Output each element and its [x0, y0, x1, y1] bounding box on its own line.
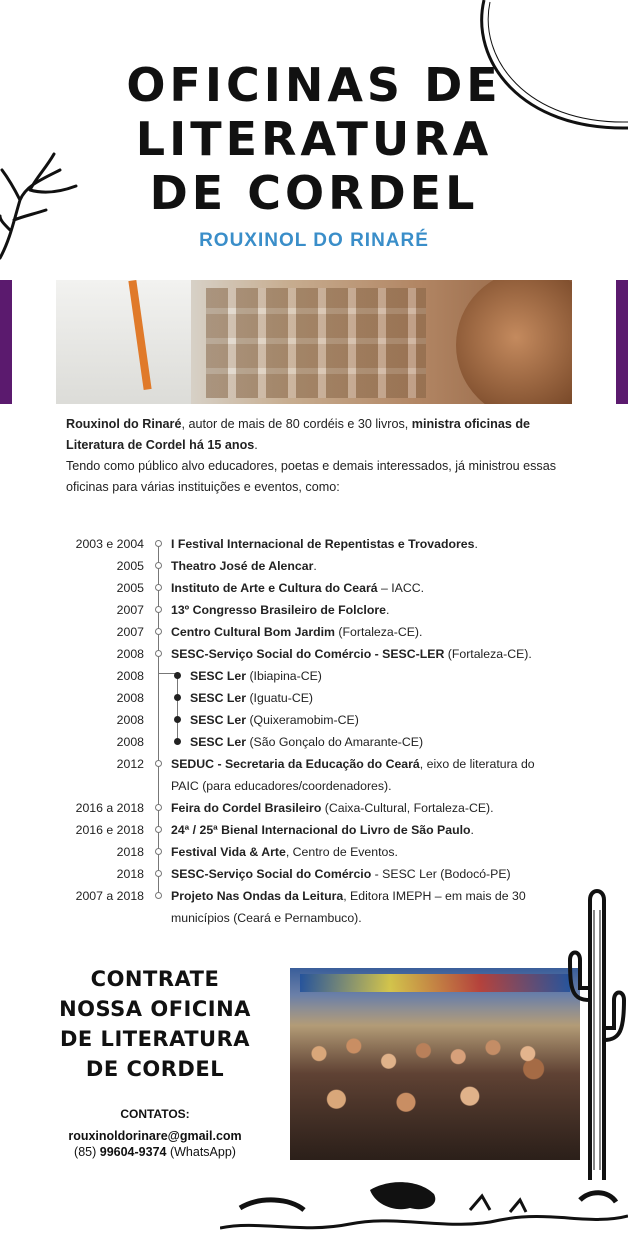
- title-line-2: LITERATURA: [135, 112, 493, 166]
- timeline-event-name: SESC Ler: [190, 713, 247, 727]
- contract-line-3: DE LITERATURA: [59, 1027, 251, 1051]
- purple-bar-left: [0, 280, 12, 404]
- contract-line-1: CONTRATE: [90, 967, 220, 991]
- cactus-drawing: [560, 880, 628, 1180]
- timeline-bullet-icon: [155, 826, 162, 833]
- timeline-event: [190, 665, 590, 687]
- intro-bold-text: ministra oficinas de Literatura de Cordel há 15 anos: [66, 417, 531, 452]
- timeline-event-continuation: PAIC (para educadores/coordenadores).: [171, 779, 392, 793]
- timeline-bullet-icon: [155, 584, 162, 591]
- timeline-bullet-icon: [174, 694, 181, 701]
- timeline-event-name: Feira do Cordel Brasileiro: [171, 801, 322, 815]
- ground-drawing: [220, 1150, 628, 1240]
- intro-paragraph-2: Tendo como público alvo educadores, poetas e demais interessados, já ministrou essas oficinas para várias instituições e eventos, como:: [66, 459, 557, 494]
- timeline-event: [171, 819, 571, 841]
- timeline-year: 2005: [116, 559, 144, 573]
- timeline-event-detail: (Fortaleza-CE).: [334, 625, 423, 639]
- intro-author-name: Rouxinol do Rinaré: [66, 417, 182, 431]
- contract-line-4: DE CORDEL: [85, 1057, 225, 1081]
- intro-end-text: .: [254, 438, 258, 452]
- timeline-year: 2007: [116, 603, 144, 617]
- timeline-event-detail: (Iguatu-CE): [246, 691, 314, 705]
- timeline-year: 2008: [116, 691, 144, 705]
- timeline-event: [190, 687, 590, 709]
- timeline-event-name: SESC Ler: [190, 691, 247, 705]
- timeline-bullet-icon: [174, 672, 181, 679]
- timeline-event-name: 24ª / 25ª Bienal Internacional do Livro de São Paulo: [171, 823, 471, 837]
- timeline-event: [171, 599, 571, 621]
- title-line-1: OFICINAS DE: [126, 58, 502, 112]
- timeline-event: [190, 731, 590, 753]
- author-name: ROUXINOL DO RINARÉ: [199, 230, 429, 251]
- timeline-year: 2005: [116, 581, 144, 595]
- timeline-event: [171, 863, 571, 885]
- timeline-year: 2003 e 2004: [75, 537, 144, 551]
- timeline-event-name: SESC-Serviço Social do Comércio: [171, 867, 372, 881]
- timeline-bullet-icon: [174, 716, 181, 723]
- phone-digits: 99604-9374: [99, 1145, 167, 1159]
- timeline-event-detail: (São Gonçalo do Amarante-CE): [246, 735, 424, 749]
- timeline-bullet-icon: [155, 892, 162, 899]
- timeline-event-detail: .: [385, 603, 390, 617]
- timeline-bullet-icon: [155, 870, 162, 877]
- timeline-event: [171, 885, 571, 929]
- page-title: [0, 58, 628, 220]
- timeline-year: 2008: [116, 669, 144, 683]
- event-photo: [290, 968, 580, 1160]
- timeline-event-name: I Festival Internacional de Repentistas e Trovadores: [171, 537, 475, 551]
- timeline-event: [190, 709, 590, 731]
- timeline-bullet-icon: [155, 628, 162, 635]
- timeline-event: [171, 533, 571, 555]
- contract-heading: [40, 964, 270, 1084]
- contacts-label: CONTATOS:: [120, 1107, 190, 1121]
- timeline-event-detail: (Ibiapina-CE): [246, 669, 322, 683]
- timeline-event-detail: , Editora IMEPH – em mais de 30: [343, 889, 526, 903]
- timeline-event: [171, 841, 571, 863]
- purple-bar-right: [616, 280, 628, 404]
- timeline-event: [171, 753, 571, 797]
- timeline-event-detail: - SESC Ler (Bodocó-PE): [371, 867, 511, 881]
- timeline-event-detail: , eixo de literatura do: [419, 757, 535, 771]
- timeline-line: [158, 541, 159, 895]
- timeline-bullet-icon: [155, 540, 162, 547]
- intro-paragraph-1: [66, 414, 562, 456]
- timeline-event-detail: (Fortaleza-CE).: [444, 647, 532, 661]
- timeline-event-name: Festival Vida & Arte: [171, 845, 286, 859]
- timeline-bullet-icon: [155, 650, 162, 657]
- timeline-year: 2018: [116, 845, 144, 859]
- timeline-bullet-icon: [155, 848, 162, 855]
- timeline-event-detail: (Quixeramobim-CE): [246, 713, 359, 727]
- timeline-year: 2007 a 2018: [75, 889, 144, 903]
- timeline-event-detail: .: [474, 537, 478, 551]
- timeline-event-detail: .: [470, 823, 474, 837]
- phone-suffix: (WhatsApp): [166, 1145, 236, 1159]
- timeline-event-detail: – IACC.: [377, 581, 425, 595]
- timeline-event-name: SESC Ler: [190, 669, 247, 683]
- timeline-year: 2007: [116, 625, 144, 639]
- timeline-event-name: SESC-Serviço Social do Comércio - SESC-LER: [171, 647, 445, 661]
- timeline-event: [171, 555, 571, 577]
- timeline-event-name: Centro Cultural Bom Jardim: [171, 625, 335, 639]
- timeline-bullet-icon: [155, 760, 162, 767]
- timeline-event-name: Projeto Nas Ondas da Leitura: [171, 889, 344, 903]
- timeline-sub-line: [177, 672, 178, 742]
- timeline-year: 2008: [116, 713, 144, 727]
- timeline-year: 2012: [116, 757, 144, 771]
- contract-line-2: NOSSA OFICINA: [59, 997, 251, 1021]
- timeline-event-detail: (Caixa-Cultural, Fortaleza-CE).: [321, 801, 494, 815]
- intro-text: [66, 414, 562, 498]
- timeline-year: 2018: [116, 867, 144, 881]
- timeline-event: [171, 621, 571, 643]
- email-link[interactable]: rouxinoldorinare@gmail.com: [68, 1129, 242, 1143]
- intro-mid-text: , autor de mais de 80 cordéis e 30 livros,: [181, 417, 412, 431]
- timeline-year: 2008: [116, 735, 144, 749]
- timeline-event: [171, 797, 571, 819]
- timeline-bullet-icon: [174, 738, 181, 745]
- timeline-bullet-icon: [155, 562, 162, 569]
- timeline-bullet-icon: [155, 606, 162, 613]
- timeline-event-name: 13º Congresso Brasileiro de Folclore: [171, 603, 386, 617]
- timeline-event-name: Theatro José de Alencar: [171, 559, 314, 573]
- phone-prefix: (85): [74, 1145, 100, 1159]
- timeline-event-detail: , Centro de Eventos.: [285, 845, 398, 859]
- timeline-event-name: SESC Ler: [190, 735, 247, 749]
- banner-photo: [56, 280, 572, 404]
- timeline-event-continuation: municípios (Ceará e Pernambuco).: [171, 911, 362, 925]
- timeline-year: 2016 e 2018: [75, 823, 144, 837]
- timeline-year: 2016 a 2018: [75, 801, 144, 815]
- timeline-event: [171, 643, 571, 665]
- timeline-event-detail: .: [313, 559, 317, 573]
- timeline-bullet-icon: [155, 804, 162, 811]
- timeline-year: 2008: [116, 647, 144, 661]
- timeline-event-name: Instituto de Arte e Cultura do Ceará: [171, 581, 378, 595]
- timeline-event-name: SEDUC - Secretaria da Educação do Ceará: [171, 757, 420, 771]
- title-line-3: DE CORDEL: [149, 166, 479, 220]
- timeline-event: [171, 577, 571, 599]
